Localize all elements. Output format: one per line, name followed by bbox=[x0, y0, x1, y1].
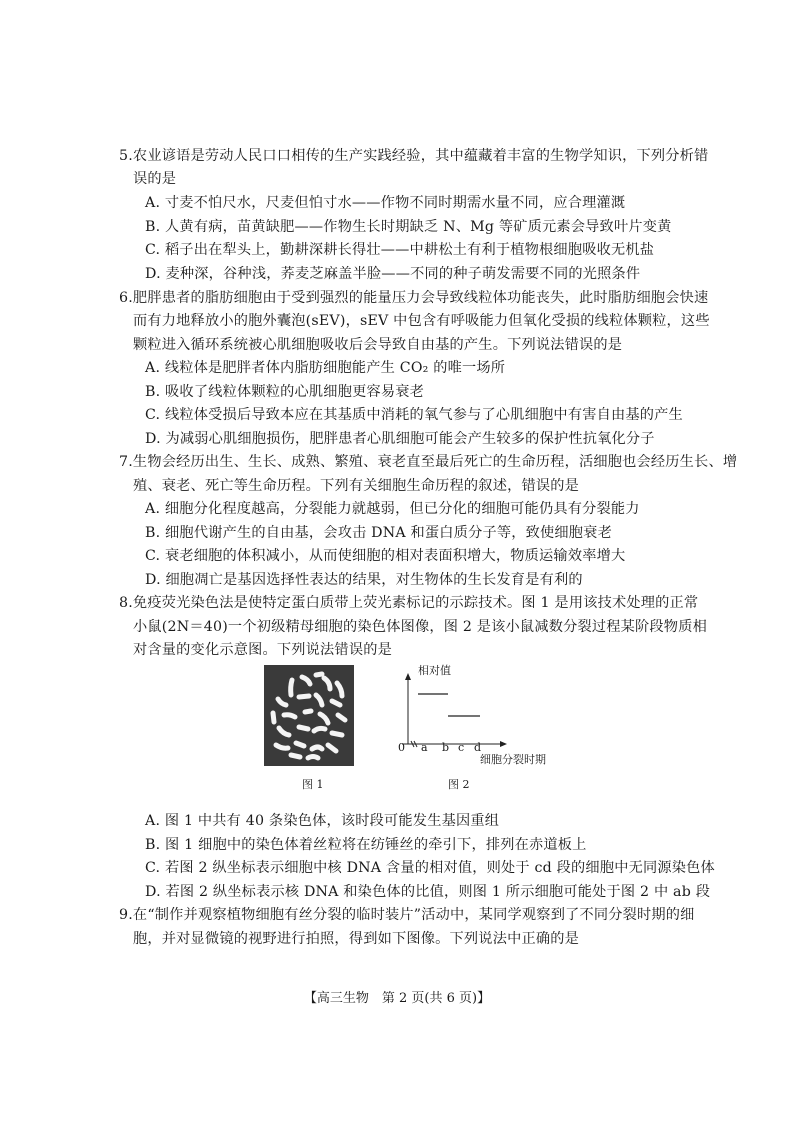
chromosome-mark bbox=[316, 674, 322, 675]
chromosome-mark bbox=[332, 733, 342, 735]
q7-option-c: C. 衰老细胞的体积减小，从而使细胞的相对表面积增大，物质运输效率增大 bbox=[145, 548, 626, 564]
y-axis-arrow bbox=[405, 673, 411, 680]
q8-option-d: D. 若图 2 纵坐标表示核 DNA 和染色体的比值，则图 1 所示细胞可能处于图 2 中 ab 段 bbox=[145, 884, 711, 900]
chromosome-mark bbox=[314, 728, 325, 731]
q5-option-d: D. 麦种深，谷种浅，荞麦芝麻盖半脸——不同的种子萌发需要不同的光照条件 bbox=[145, 266, 641, 282]
q8-stem-line-2: 小鼠(2N＝40)一个初级精母细胞的染色体图像，图 2 是该小鼠减数分裂过程某阶段物质相 bbox=[133, 619, 707, 635]
q7-option-a: A. 细胞分化程度越高，分裂能力就越弱，但已分化的细胞可能仍具有分裂能力 bbox=[145, 501, 640, 517]
chromosome-mark bbox=[284, 715, 295, 717]
q8-stem-line-1: 8.免疫荧光染色法是使特定蛋白质带上荧光素标记的示踪技术。图 1 是用该技术处理的正常 bbox=[119, 595, 699, 611]
q6-stem-line-2: 而有力地释放小的胞外囊泡(sEV)，sEV 中包含有呼吸能力但氧化受损的线粒体颗粒，这些 bbox=[133, 313, 710, 329]
q6-option-c: C. 线粒体受损后导致本应在其基质中消耗的氧气参与了心肌细胞中有害自由基的产生 bbox=[145, 407, 683, 423]
page-footer: 【高三生物 第 2 页(共 6 页)】 bbox=[303, 991, 491, 1006]
q5-stem-line-2: 误的是 bbox=[133, 171, 177, 187]
q8-stem-line-3: 对含量的变化示意图。下列说法错误的是 bbox=[133, 642, 392, 658]
q8-option-c: C. 若图 2 纵坐标表示细胞中核 DNA 含量的相对值，则处于 cd 段的细胞中无同源染色体 bbox=[145, 860, 715, 876]
q6-stem-line-3: 颗粒进入循环系统被心肌细胞吸收后会导致自由基的产生。下列说法错误的是 bbox=[133, 337, 623, 353]
q7-stem-line-1: 7.生物会经历出生、生长、成熟、繁殖、衰老直至最后死亡的生命历程，活细胞也会经历生长、增 bbox=[119, 454, 738, 470]
q6-option-b: B. 吸收了线粒体颗粒的心肌细胞更容易衰老 bbox=[145, 384, 425, 400]
figure-2-tick-a: a bbox=[421, 741, 428, 754]
figure-2-ylabel: 相对值 bbox=[418, 664, 451, 677]
q5-option-a: A. 寸麦不怕尺水，尺麦但怕寸水——作物不同时期需水量不同，应合理灌溉 bbox=[145, 195, 626, 211]
figure-1-micrograph bbox=[264, 665, 354, 766]
q9-stem-line-2: 胞，并对显微镜的视野进行拍照，得到如下图像。下列说法中正确的是 bbox=[133, 931, 580, 947]
q7-option-d: D. 细胞凋亡是基因选择性表达的结果，对生物体的生长发育是有利的 bbox=[145, 572, 583, 588]
figure-2-tick-c: c bbox=[458, 741, 465, 754]
q6-option-d: D. 为减弱心肌细胞损伤，肥胖患者心肌细胞可能会产生较多的保护性抗氧化分子 bbox=[145, 431, 655, 447]
chromosome-mark bbox=[273, 713, 274, 722]
figure-2-xlabel: 细胞分裂时期 bbox=[480, 753, 546, 766]
q6-option-a: A. 线粒体是肥胖者体内脂肪细胞能产生 CO₂ 的唯一场所 bbox=[145, 360, 506, 376]
figure-2-origin: 0 bbox=[398, 741, 405, 754]
q5-option-c: C. 稻子出在犁头上，勤耕深耕长得壮——中耕松土有利于植物根细胞吸收无机盐 bbox=[145, 242, 655, 258]
q8-option-b: B. 图 1 细胞中的染色体着丝粒将在纺锤丝的牵引下，排列在赤道板上 bbox=[145, 837, 587, 853]
chromosome-mark bbox=[291, 680, 292, 695]
figure-2-tick-d: d bbox=[474, 741, 482, 754]
figure-2-tick-b: b bbox=[442, 741, 450, 754]
q9-stem-line-1: 9.在“制作并观察植物细胞有丝分裂的临时装片”活动中，某同学观察到了不同分裂时期的细 bbox=[119, 907, 695, 923]
q5-option-b: B. 人黄有病，苗黄缺肥——作物生长时期缺乏 N、Mg 等矿质元素会导致叶片变黄 bbox=[145, 219, 672, 235]
q7-option-b: B. 细胞代谢产生的自由基，会攻击 DNA 和蛋白质分子等，致使细胞衰老 bbox=[145, 525, 612, 541]
chromosome-mark bbox=[308, 757, 318, 759]
chromosome-mark bbox=[299, 727, 308, 729]
q5-stem-line-1: 5.农业谚语是劳动人民口口相传的生产实践经验，其中蕴藏着丰富的生物学知识，下列分析错 bbox=[119, 148, 709, 164]
x-axis-arrow bbox=[500, 741, 507, 747]
chromosome-mark bbox=[296, 743, 304, 746]
figure-2-caption: 图 2 bbox=[448, 778, 470, 791]
q6-stem-line-1: 6.肥胖患者的脂肪细胞由于受到强烈的能量压力会导致线粒体功能丧失，此时脂肪细胞会快速 bbox=[119, 290, 709, 306]
chromosome-mark bbox=[312, 747, 322, 749]
chromosome-mark bbox=[291, 755, 300, 757]
figure-1-caption: 图 1 bbox=[302, 778, 324, 791]
chromosome-mark bbox=[299, 696, 309, 697]
chromosome-mark bbox=[305, 711, 311, 712]
q7-stem-line-2: 殖、衰老、死亡等生命历程。下列有关细胞生命历程的叙述，错误的是 bbox=[133, 478, 580, 494]
q8-option-a: A. 图 1 中共有 40 条染色体，该时段可能发生基因重组 bbox=[145, 813, 500, 829]
